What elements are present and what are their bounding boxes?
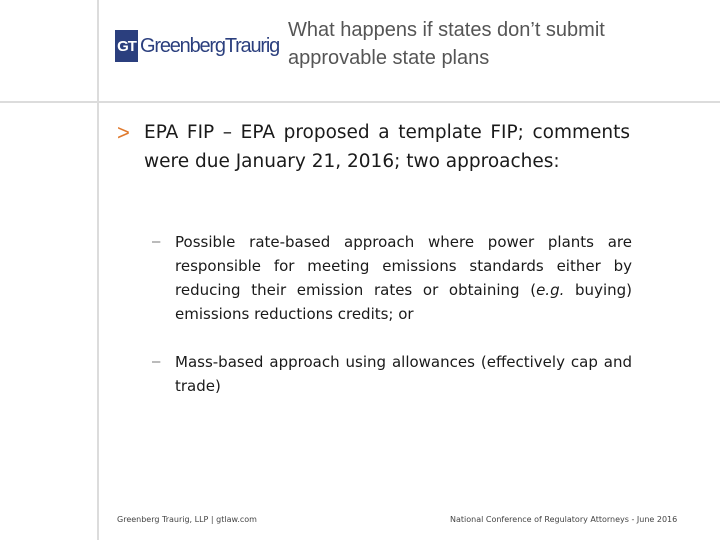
- main-bullet-text: EPA FIP – EPA proposed a template FIP; comments were due January 21, 2016; two approaches:: [144, 122, 630, 172]
- sub-bullet-emphasis: e.g.: [536, 281, 565, 299]
- logo-wordmark: GreenbergTraurig: [140, 35, 280, 57]
- sub-bullet-text: [175, 230, 632, 326]
- sub-bullet-mass-based: [152, 350, 632, 398]
- dash-icon: –: [152, 233, 161, 250]
- sub-bullet-text-part: Possible rate-based approach where power plants are responsible for meeting emissions standards either by reducing their emission rates or obtaining (: [175, 233, 632, 299]
- logo-mark: GT: [115, 30, 138, 62]
- dash-icon: –: [152, 353, 161, 370]
- sub-bullet-text-part: buying) emissions reductions credits; or: [175, 281, 632, 323]
- vertical-divider: [97, 0, 99, 540]
- greenberg-traurig-logo: [115, 30, 279, 62]
- bullet-chevron-icon: >: [117, 120, 130, 145]
- sub-bullet-text: Mass-based approach using allowances (effectively cap and trade): [175, 353, 632, 395]
- footer-event: National Conference of Regulatory Attorneys - June 2016: [450, 515, 678, 524]
- slide-title: What happens if states don’t submit approvable state plans: [288, 19, 605, 69]
- sub-bullet-rate-based: [152, 230, 632, 326]
- horizontal-divider: [0, 101, 720, 103]
- footer-firm: Greenberg Traurig, LLP | gtlaw.com: [117, 515, 257, 524]
